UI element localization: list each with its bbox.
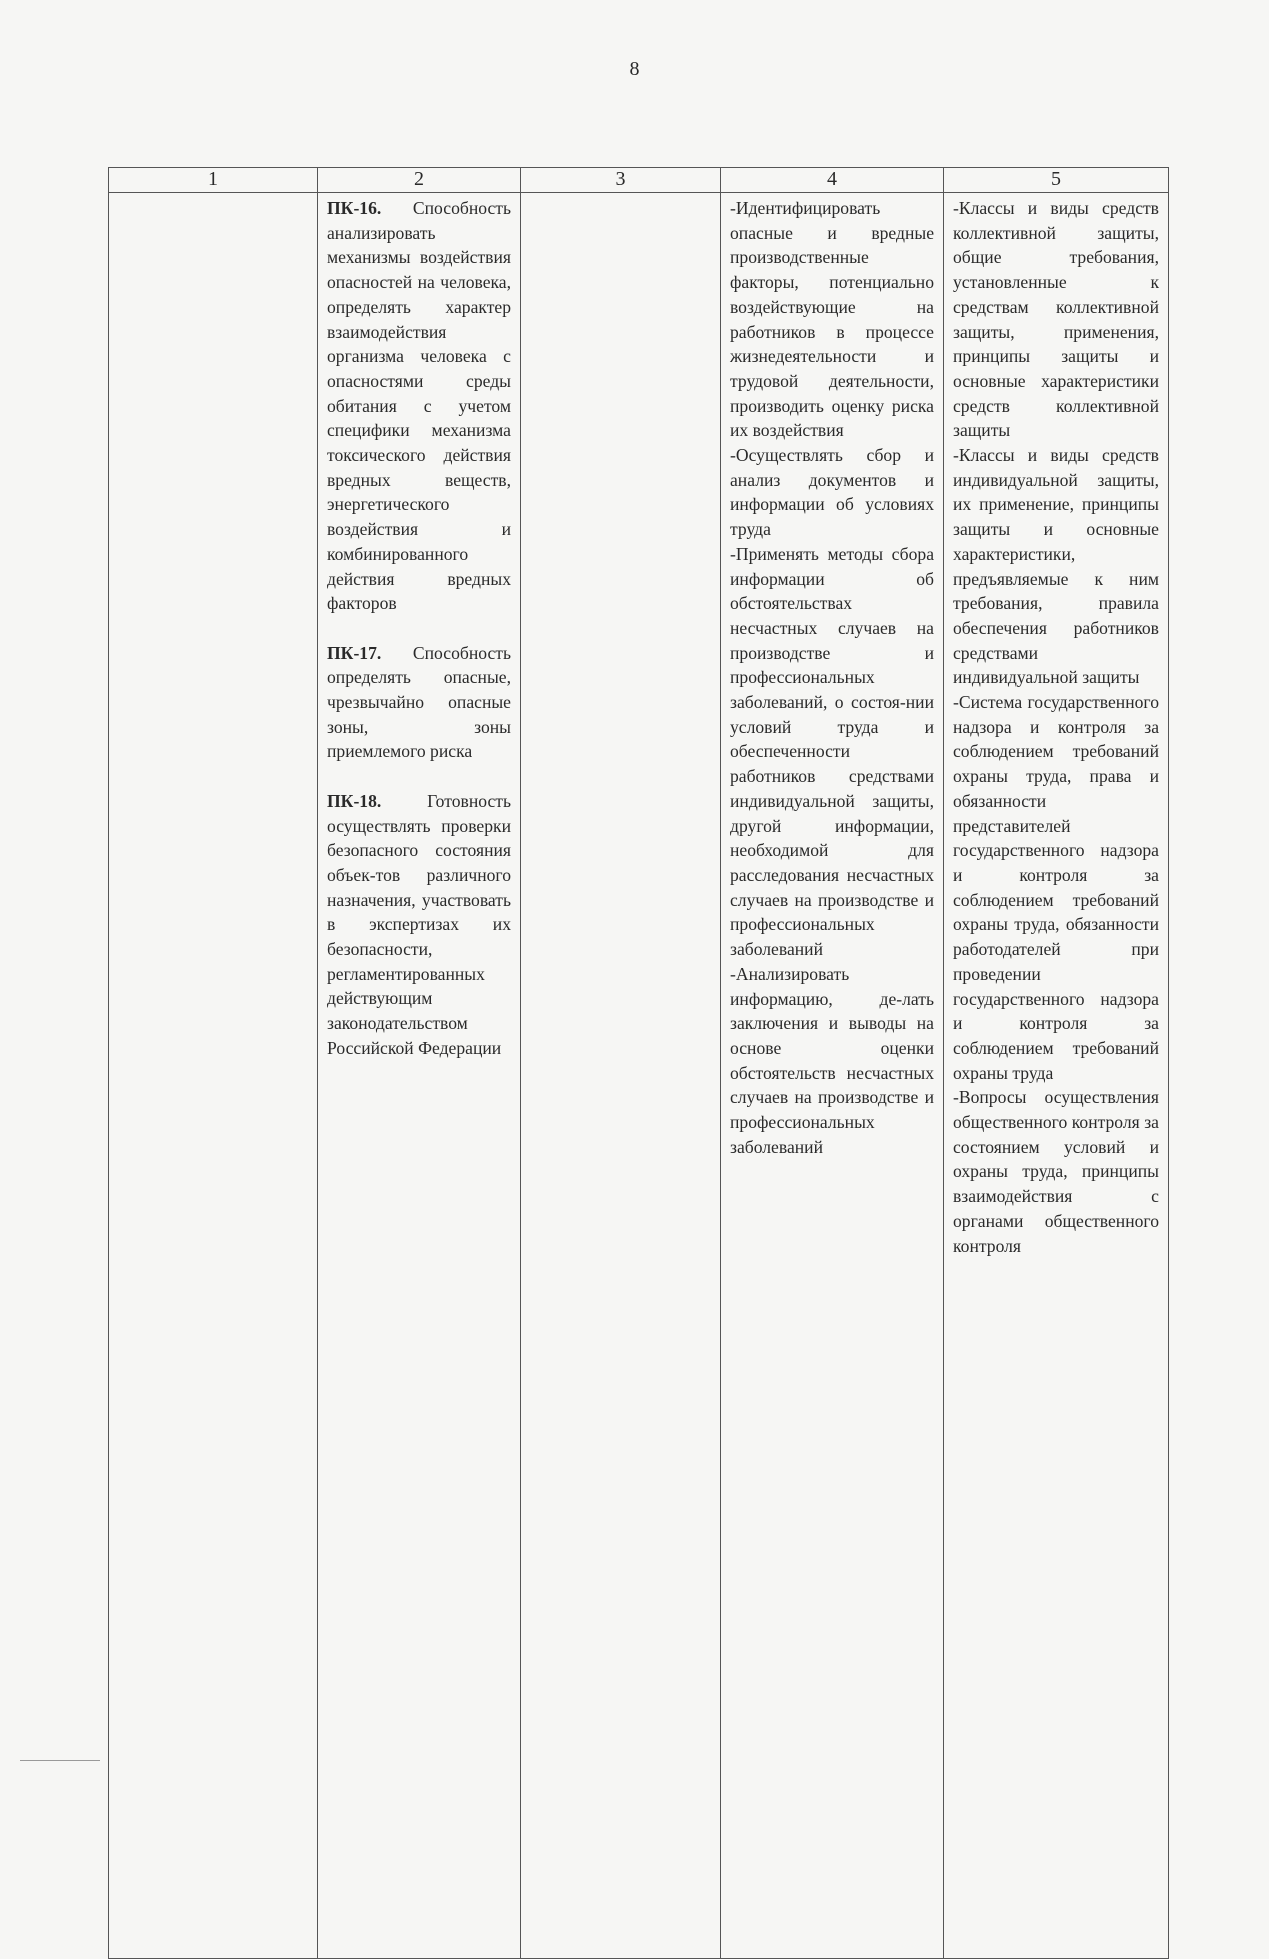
scan-edge-line [20,1760,100,1761]
column-header-2: 2 [318,168,521,193]
knowledge-item: -Классы и виды средств индивидуальной защиты, их применение, принципы защиты и основные характеристики, предъявляемые к ним требования, правила обеспечения работников средствами индивидуальной защиты [953,445,1159,688]
skill-item: -Применять методы сбора информации об обстоятельствах несчастных случаев на производстве и профессиональных заболеваний, о состоя-нии условий труда и обеспеченности работников средствами индивидуальной защиты, другой информации, необходимой для расследования несчастных случаев на производстве и профессиональных заболеваний [730,543,934,960]
column-header-4: 4 [721,168,944,193]
competency-pk18 [327,789,511,1061]
competency-table [108,167,1169,1959]
column-number-row [109,168,1169,193]
skill-item: -Осуществлять сбор и анализ документов и информации об условиях труда [730,445,934,540]
competency-text: Способность определять опасные, чрезвычайно опасные зоны, зоны приемлемого риска [327,642,511,762]
table-row [109,193,1169,1959]
page-number: 8 [629,58,640,80]
competency-code: ПК-16. [327,198,382,218]
competency-pk17 [327,641,511,765]
cell-knowledge [944,193,1169,1959]
competency-text: Способность анализировать механизмы воздействия опасностей на человека, определять характер взаимодействия организма человека с опасностями среды обитания с учетом специфики механизма токсического действия вредных веществ, энергетического воздействия и комбинированного действия вредных факторов [327,198,511,614]
column-header-1: 1 [109,168,318,193]
competency-code: ПК-18. [327,790,382,811]
column-header-3: 3 [521,168,721,193]
cell-skills [721,193,944,1959]
competency-text: Готовность осуществлять проверки безопасного состояния объек-тов различного назначения, участвовать в экспертизах их безопасности, регламентированных действующим законодательством Российской Федерации [327,790,511,1058]
competency-code: ПК-17. [327,642,382,663]
knowledge-item: -Классы и виды средств коллективной защиты, общие требования, установленные к средствам коллективной защиты, применения, принципы защиты и основные характеристики средств коллективной защиты [953,198,1159,441]
cell-col3 [521,193,721,1959]
column-header-5: 5 [944,168,1169,193]
skill-item: -Анализировать информацию, де-лать заключения и выводы на основе оценки обстоятельств несчастных случаев на производстве и профессиональных заболеваний [730,963,934,1157]
cell-col1 [109,193,318,1959]
knowledge-item: -Вопросы осуществления общественного контроля за состоянием условий и охраны труда, принципы взаимодействия с органами общественного контроля [953,1087,1159,1256]
competency-pk16 [327,196,511,616]
cell-competencies [318,193,521,1959]
skill-item: -Идентифицировать опасные и вредные производственные факторы, потенциально воздействующие на работников в процессе жизнедеятельности и трудовой деятельности, производить оценку риска их воздействия [730,198,934,441]
knowledge-item: -Система государственного надзора и контроля за соблюдением требований охраны труда, права и обязанности представителей государственного надзора и контроля за соблюдением требований охраны труда, обязанности работодателей при проведении государственного надзора и контроля за соблюдением требований охраны труда [953,692,1159,1083]
